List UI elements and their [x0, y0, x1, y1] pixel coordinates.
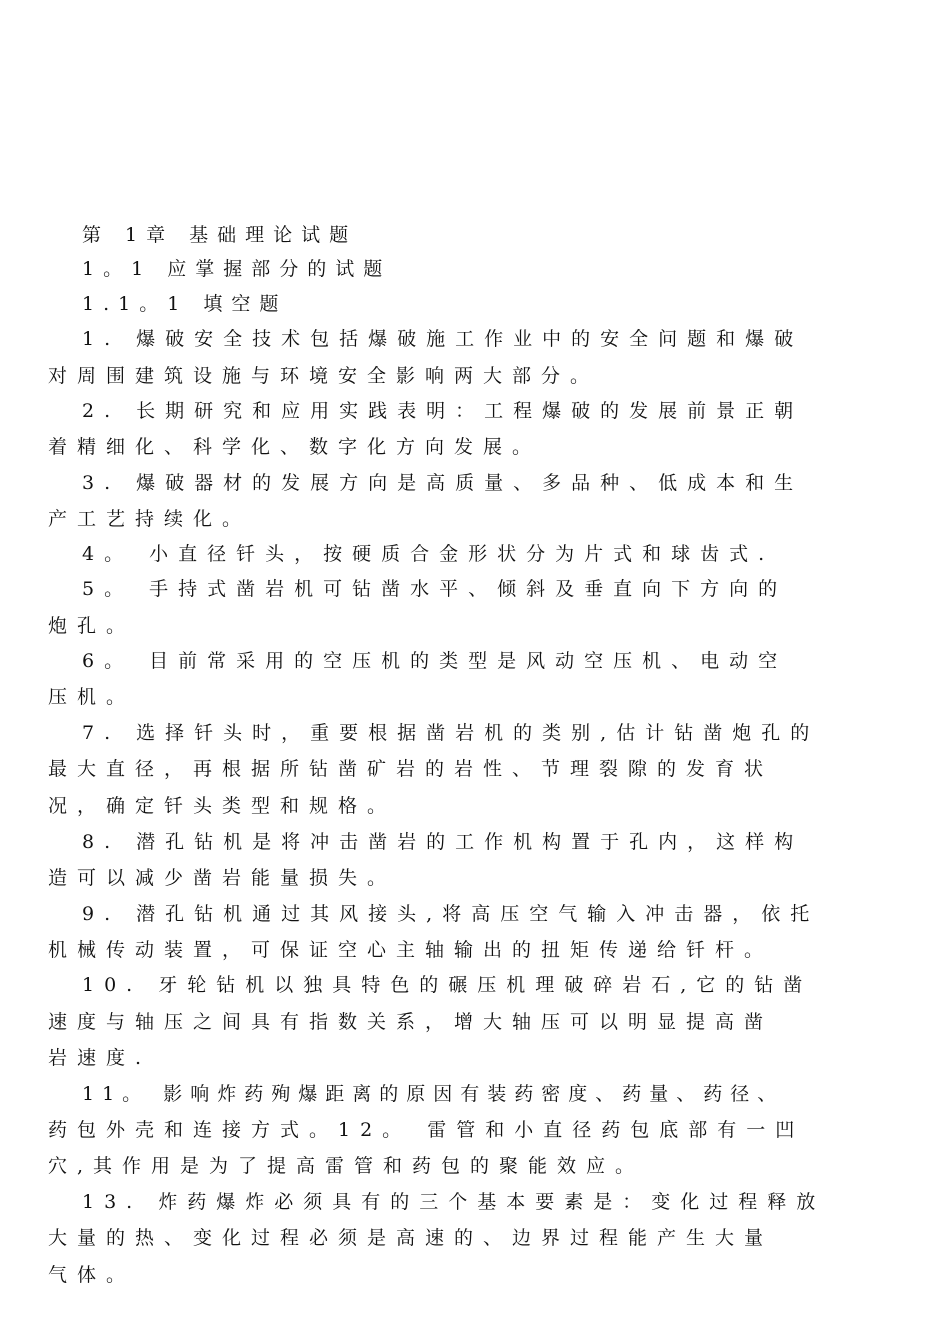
paragraph-line: 着精细化、科学化、数字化方向发展。 — [48, 436, 542, 458]
paragraph-line: 机械传动装置，可保证空心主轴输出的扭矩传递给钎杆。 — [48, 939, 774, 961]
section-heading: 1。1 应掌握部分的试题 — [82, 258, 392, 280]
paragraph-line: 2. 长期研究和应用实践表明：工程爆破的发展前景正朝 — [82, 400, 804, 422]
paragraph-line: 穴,其作用是为了提高雷管和药包的聚能效应。 — [48, 1155, 645, 1177]
paragraph-line: 4。 小直径钎头，按硬质合金形状分为片式和球齿式. — [82, 543, 775, 565]
paragraph-line: 6。 目前常采用的空压机的类型是风动空压机、电动空 — [82, 650, 788, 672]
paragraph-line: 炮孔。 — [48, 615, 136, 637]
paragraph-line: 13. 炸药爆炸必须具有的三个基本要素是：变化过程释放 — [82, 1191, 826, 1213]
paragraph-line: 9. 潜孔钻机通过其风接头,将高压空气输入冲击器，依托 — [82, 903, 820, 925]
paragraph-line: 10. 牙轮钻机以独具特色的碾压机理破碎岩石,它的钻凿 — [82, 974, 813, 996]
paragraph-line: 药包外壳和连接方式。12。 雷管和小直径药包底部有一凹 — [48, 1119, 805, 1141]
paragraph-line: 产工艺持续化。 — [48, 508, 252, 530]
paragraph-line: 8. 潜孔钻机是将冲击凿岩的工作机构置于孔内，这样构 — [82, 831, 804, 853]
paragraph-line: 7. 选择钎头时，重要根据凿岩机的类别,估计钻凿炮孔的 — [82, 722, 820, 744]
paragraph-line: 1. 爆破安全技术包括爆破施工作业中的安全问题和爆破 — [82, 328, 804, 350]
paragraph-line: 压机。 — [48, 686, 136, 708]
paragraph-line: 大量的热、变化过程必须是高速的、边界过程能产生大量 — [48, 1227, 774, 1249]
paragraph-line: 造可以减少凿岩能量损失。 — [48, 867, 397, 889]
paragraph-line: 况，确定钎头类型和规格。 — [48, 795, 397, 817]
paragraph-line: 11。 影响炸药殉爆距离的原因有装药密度、药量、药径、 — [82, 1083, 785, 1105]
paragraph-line: 3. 爆破器材的发展方向是高质量、多品种、低成本和生 — [82, 472, 804, 494]
paragraph-line: 速度与轴压之间具有指数关系，增大轴压可以明显提高凿 — [48, 1011, 774, 1033]
paragraph-line: 最大直径，再根据所钻凿矿岩的岩性、节理裂隙的发育状 — [48, 758, 774, 780]
paragraph-line: 对周围建筑设施与环境安全影响两大部分。 — [48, 365, 600, 387]
paragraph-line: 岩速度. — [48, 1047, 152, 1069]
paragraph-line: 5。 手持式凿岩机可钻凿水平、倾斜及垂直向下方向的 — [82, 578, 788, 600]
paragraph-line: 气体。 — [48, 1264, 136, 1286]
chapter-heading: 第 1章 基础理论试题 — [82, 224, 358, 246]
subsection-heading: 1.1。1 填空题 — [82, 293, 288, 315]
